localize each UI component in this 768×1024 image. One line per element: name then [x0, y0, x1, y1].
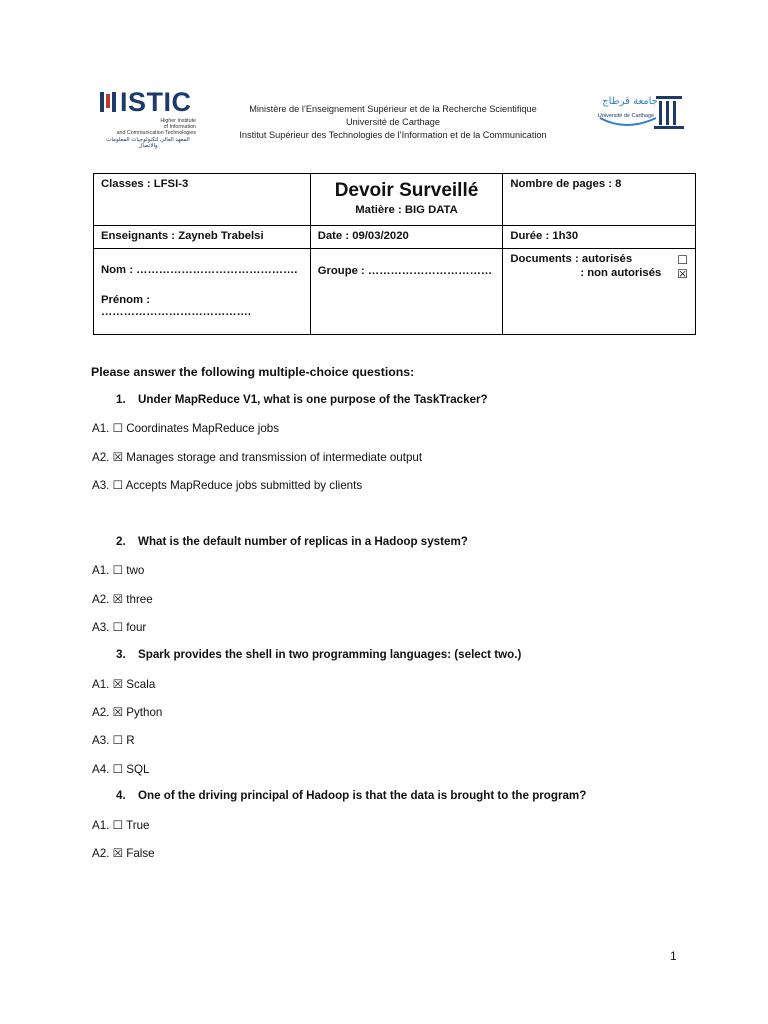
istic-logo — [98, 87, 196, 149]
question-4: 4. One of the driving principal of Hadoop is that the data is brought to the program? — [116, 789, 587, 802]
group-field: Groupe : …………………………… — [317, 265, 493, 277]
carthage-arabic: جامعة قرطاج — [602, 96, 658, 107]
name-field: Nom : ……………………………………. — [101, 264, 298, 276]
answer-item: A3. ☐ R — [92, 734, 135, 747]
carthage-logo — [596, 88, 688, 140]
question-1: 1. Under MapReduce V1, what is one purpose of the TaskTracker? — [116, 393, 488, 406]
teachers-cell: Enseignants : Zayneb Trabelsi — [94, 226, 311, 249]
answer-item: A2. ☒ Manages storage and transmission of intermediate output — [92, 451, 423, 464]
answer-checkbox: ☒ — [112, 706, 124, 719]
answer-checkbox: ☐ — [112, 479, 124, 492]
answer-checkbox: ☐ — [112, 819, 124, 832]
question-2: 2. What is the default number of replicas in a Hadoop system? — [116, 535, 468, 548]
answer-item: A3. ☐ four — [92, 621, 147, 634]
answer-checkbox: ☐ — [112, 621, 124, 634]
institute-line: Institut Supérieur des Technologies de l’Information et de la Communication — [239, 130, 547, 140]
istic-logo-subtitle: Higher Institute of Information and Communication Technologies — [116, 118, 196, 136]
carthage-emblem-icon — [596, 88, 688, 140]
date-cell: Date : 09/03/2020 — [310, 226, 503, 249]
duration-cell: Durée : 1h30 — [503, 226, 696, 249]
page-number: 1 — [670, 949, 677, 963]
answer-checkbox: ☐ — [112, 763, 124, 776]
answer-checkbox: ☒ — [112, 678, 124, 691]
documents-allowed-label: Documents : autorisés — [510, 253, 633, 265]
carthage-latin: Université de Carthage — [597, 113, 655, 119]
exam-info-table — [93, 173, 696, 335]
student-cell — [94, 249, 311, 335]
documents-not-allowed-checkbox: ☒ — [677, 267, 688, 281]
answer-item: A1. ☐ two — [92, 564, 145, 577]
answer-item: A1. ☐ Coordinates MapReduce jobs — [92, 422, 280, 435]
documents-not-allowed-label: : non autorisés — [580, 267, 662, 279]
institution-header — [210, 103, 576, 142]
subject: Matière : BIG DATA — [355, 204, 458, 216]
answer-checkbox: ☒ — [112, 847, 124, 860]
answer-item: A1. ☒ Scala — [92, 678, 156, 691]
exam-title: Devoir Surveillé — [334, 180, 479, 201]
documents-allowed-checkbox: ☐ — [677, 253, 688, 267]
answer-item: A2. ☒ three — [92, 593, 153, 606]
university-line: Université de Carthage — [346, 117, 440, 127]
answer-item: A4. ☐ SQL — [92, 763, 150, 776]
answer-item: A2. ☒ Python — [92, 706, 163, 719]
answer-checkbox: ☐ — [112, 422, 124, 435]
title-cell — [310, 174, 503, 226]
answer-checkbox: ☐ — [112, 734, 124, 747]
istic-mark-icon — [100, 90, 118, 114]
answer-item: A2. ☒ False — [92, 847, 155, 860]
pages-cell: Nombre de pages : 8 — [503, 174, 696, 226]
group-cell — [310, 249, 503, 335]
ministry-line: Ministère de l’Enseignement Supérieur et de la Recherche Scientifique — [249, 104, 537, 114]
documents-cell — [503, 249, 696, 335]
istic-logo-word: ISTIC — [120, 87, 192, 117]
answer-item: A3. ☐ Accepts MapReduce jobs submitted by clients — [92, 479, 363, 492]
answer-checkbox: ☒ — [112, 593, 124, 606]
question-3: 3. Spark provides the shell in two programming languages: (select two.) — [116, 648, 522, 661]
answer-checkbox: ☐ — [112, 564, 124, 577]
answer-checkbox: ☒ — [112, 451, 124, 464]
classes-cell: Classes : LFSI-3 — [94, 174, 311, 226]
answer-item: A1. ☐ True — [92, 819, 150, 832]
firstname-field: Prénom : …………………………………. — [101, 294, 251, 318]
istic-logo-arabic: المعهد العالي لتكنولوجيات المعلومات والاتصال — [106, 137, 190, 149]
instructions: Please answer the following multiple-choice questions: — [91, 365, 415, 379]
